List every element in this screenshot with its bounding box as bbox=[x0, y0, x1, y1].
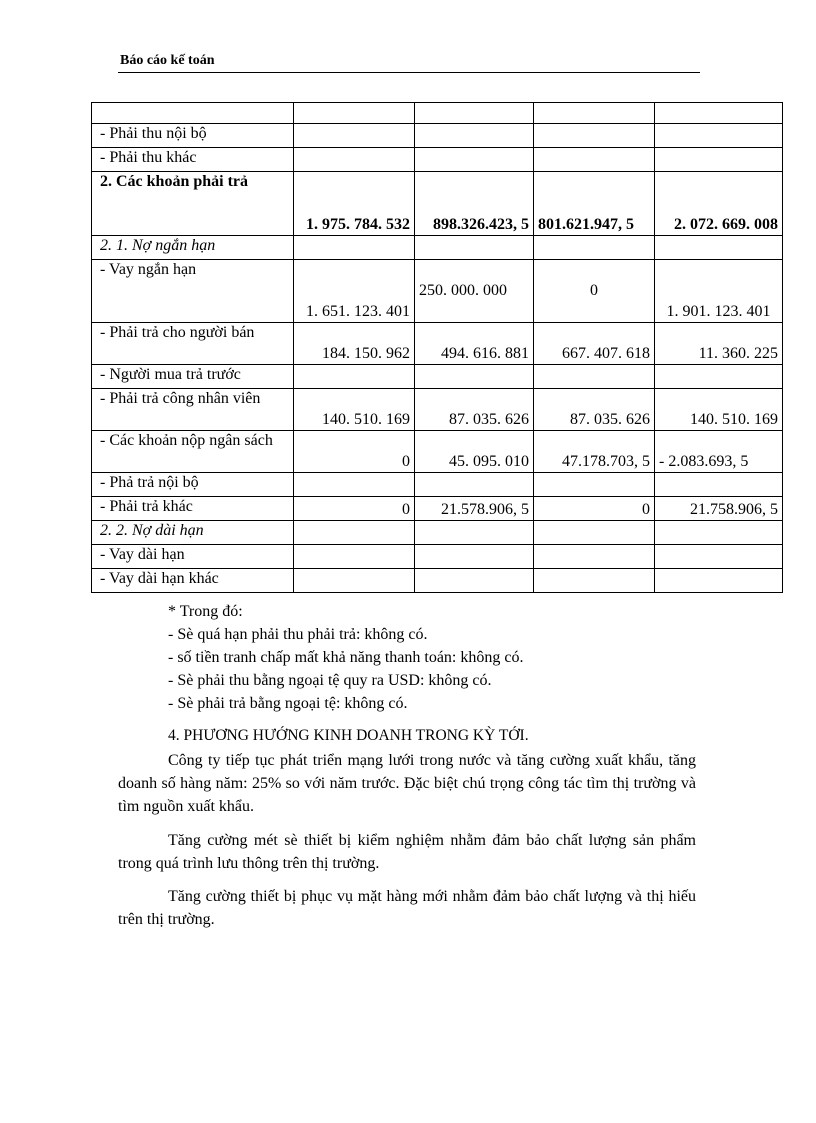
table-row bbox=[92, 323, 783, 365]
value-cell: 184. 150. 962 bbox=[294, 323, 415, 365]
value-cell: 21.758.906, 5 bbox=[655, 497, 783, 521]
value-cell bbox=[294, 521, 415, 545]
table-row bbox=[92, 103, 783, 124]
value-cell: 11. 360. 225 bbox=[655, 323, 783, 365]
value-cell bbox=[655, 545, 783, 569]
financial-table bbox=[91, 102, 783, 593]
row-label: 2. 1. Nợ ngắn hạn bbox=[92, 236, 294, 260]
notes-list bbox=[168, 623, 523, 715]
value-cell bbox=[415, 545, 534, 569]
table-row bbox=[92, 260, 783, 323]
table-row bbox=[92, 497, 783, 521]
value-cell bbox=[294, 473, 415, 497]
value-cell bbox=[294, 545, 415, 569]
value-cell bbox=[534, 521, 655, 545]
value-cell bbox=[534, 545, 655, 569]
value-cell: 47.178.703, 5 bbox=[534, 431, 655, 473]
row-label: - Phải trả khác bbox=[92, 497, 294, 521]
table-row bbox=[92, 521, 783, 545]
value-cell bbox=[534, 148, 655, 172]
value-cell: 87. 035. 626 bbox=[534, 389, 655, 431]
table-row bbox=[92, 236, 783, 260]
row-label: 2. Các khoản phải trả bbox=[92, 172, 294, 236]
value-cell: 250. 000. 000 bbox=[415, 260, 534, 323]
table-row bbox=[92, 431, 783, 473]
value-cell bbox=[415, 236, 534, 260]
row-label: - Phải trả công nhân viên bbox=[92, 389, 294, 431]
row-label: - Các khoản nộp ngân sách bbox=[92, 431, 294, 473]
row-label: - Vay ngắn hạn bbox=[92, 260, 294, 323]
value-cell bbox=[655, 365, 783, 389]
value-cell bbox=[415, 521, 534, 545]
value-cell: 0 bbox=[534, 260, 655, 323]
row-label: - Vay dài hạn khác bbox=[92, 569, 294, 593]
list-item: - Sè phải thu bằng ngoại tệ quy ra USD: không có. bbox=[168, 672, 492, 689]
value-cell bbox=[534, 103, 655, 124]
page-header bbox=[118, 52, 700, 73]
value-cell: 1. 901. 123. 401 bbox=[655, 260, 783, 323]
row-label: - Phả trả nội bộ bbox=[92, 473, 294, 497]
value-cell: 140. 510. 169 bbox=[655, 389, 783, 431]
paragraph bbox=[118, 885, 696, 931]
value-cell bbox=[294, 124, 415, 148]
table-row bbox=[92, 172, 783, 236]
table-row bbox=[92, 545, 783, 569]
row-label: 2. 2. Nợ dài hạn bbox=[92, 521, 294, 545]
value-cell: 0 bbox=[534, 497, 655, 521]
value-cell bbox=[655, 124, 783, 148]
value-cell: 2. 072. 669. 008 bbox=[655, 172, 783, 236]
value-cell bbox=[294, 148, 415, 172]
list-item: - số tiền tranh chấp mất khả năng thanh toán: không có. bbox=[168, 649, 524, 666]
value-cell bbox=[294, 103, 415, 124]
row-label: - Phải thu khác bbox=[92, 148, 294, 172]
section-title: 4. PHƯƠNG HƯỚNG KINH DOANH TRONG KỲ TỚI. bbox=[168, 727, 529, 744]
value-cell: 0 bbox=[294, 431, 415, 473]
paragraph-text: Công ty tiếp tục phát triển mạng lưới trong nước và tăng cường xuất khẩu, tăng doanh số hàng năm: 25% so với năm trước. Đặc biệt chú trọng công tác tìm thị trường và tìm nguồn xuất khẩu. bbox=[118, 752, 696, 815]
value-cell bbox=[655, 148, 783, 172]
table-row bbox=[92, 148, 783, 172]
value-cell bbox=[415, 103, 534, 124]
value-cell bbox=[415, 569, 534, 593]
row-label: - Vay dài hạn bbox=[92, 545, 294, 569]
value-cell: 494. 616. 881 bbox=[415, 323, 534, 365]
value-cell: 140. 510. 169 bbox=[294, 389, 415, 431]
value-cell bbox=[294, 236, 415, 260]
value-cell: 898.326.423, 5 bbox=[415, 172, 534, 236]
paragraph bbox=[118, 829, 696, 875]
row-label: - Người mua trả trước bbox=[92, 365, 294, 389]
header-title: Báo cáo kế toán bbox=[120, 53, 215, 68]
table-row bbox=[92, 124, 783, 148]
value-cell bbox=[415, 124, 534, 148]
list-item: - Sè quá hạn phải thu phải trả: không có. bbox=[168, 626, 428, 643]
value-cell bbox=[655, 236, 783, 260]
value-cell bbox=[294, 365, 415, 389]
value-cell bbox=[294, 569, 415, 593]
value-cell bbox=[534, 365, 655, 389]
paragraph bbox=[118, 749, 696, 818]
value-cell: 0 bbox=[294, 497, 415, 521]
value-cell bbox=[655, 103, 783, 124]
value-cell bbox=[534, 124, 655, 148]
value-cell bbox=[655, 473, 783, 497]
value-cell: - 2.083.693, 5 bbox=[655, 431, 783, 473]
table-row bbox=[92, 365, 783, 389]
value-cell: 1. 651. 123. 401 bbox=[294, 260, 415, 323]
notes-title: * Trong đó: bbox=[168, 603, 243, 620]
table-row bbox=[92, 473, 783, 497]
value-cell bbox=[534, 473, 655, 497]
table-row bbox=[92, 569, 783, 593]
row-label: - Phải trả cho người bán bbox=[92, 323, 294, 365]
row-label bbox=[92, 103, 294, 124]
value-cell: 1. 975. 784. 532 bbox=[294, 172, 415, 236]
value-cell bbox=[655, 521, 783, 545]
value-cell bbox=[534, 236, 655, 260]
row-label: - Phải thu nội bộ bbox=[92, 124, 294, 148]
paragraph-text: Tăng cường thiết bị phục vụ mặt hàng mới nhằm đảm bảo chất lượng và thị hiếu trên thị trường. bbox=[118, 888, 696, 928]
value-cell bbox=[415, 148, 534, 172]
value-cell bbox=[655, 569, 783, 593]
value-cell bbox=[534, 569, 655, 593]
value-cell: 21.578.906, 5 bbox=[415, 497, 534, 521]
table-row bbox=[92, 389, 783, 431]
value-cell: 87. 035. 626 bbox=[415, 389, 534, 431]
paragraph-text: Tăng cường mét sè thiết bị kiểm nghiệm nhằm đảm bảo chất lượng sản phẩm trong quá trình lưu thông trên thị trường. bbox=[118, 832, 696, 872]
list-item: - Sè phải trả bằng ngoại tệ: không có. bbox=[168, 695, 408, 712]
value-cell bbox=[415, 365, 534, 389]
value-cell: 667. 407. 618 bbox=[534, 323, 655, 365]
value-cell: 45. 095. 010 bbox=[415, 431, 534, 473]
value-cell: 801.621.947, 5 bbox=[534, 172, 655, 236]
value-cell bbox=[415, 473, 534, 497]
